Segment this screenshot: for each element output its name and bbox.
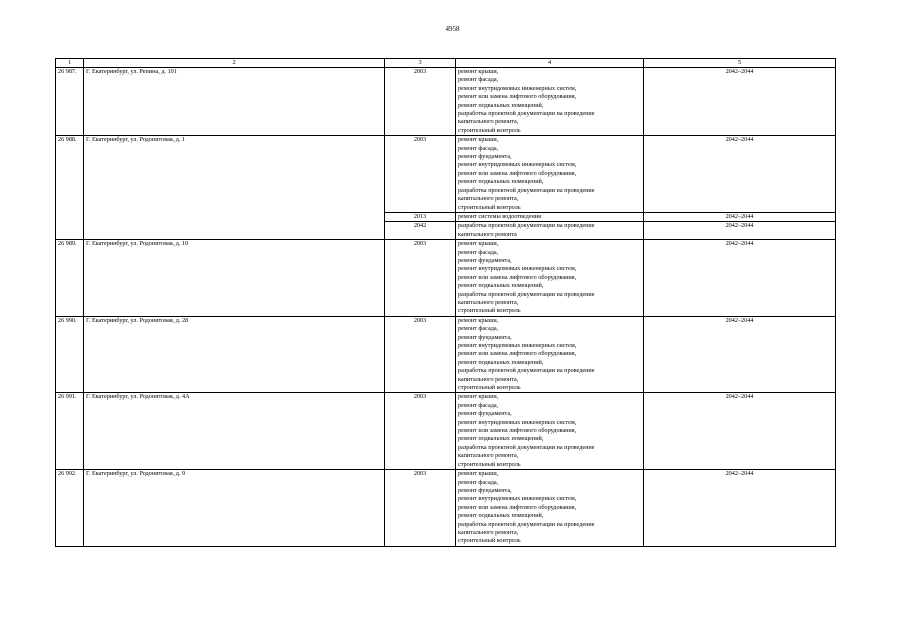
work-item: ремонт внутридомовых инженерных систем,: [458, 84, 577, 92]
works-list: [456, 136, 644, 213]
work-item: ремонт внутридомовых инженерных систем,: [458, 265, 577, 273]
table-row: [56, 470, 836, 547]
work-item: ремонт или замена лифтового оборудования,: [458, 350, 577, 358]
record-number: 26 991.: [56, 393, 84, 470]
commissioning-year: 2003: [385, 240, 456, 317]
record-address: Г. Екатеринбург, ул. Родонитовая, д. 10: [84, 240, 385, 317]
commissioning-year: 2003: [385, 393, 456, 470]
work-item: строительный контроль: [458, 126, 521, 134]
work-item: ремонт подвальных помещений,: [458, 512, 544, 520]
header-col-2: 2: [84, 59, 385, 68]
work-item: разработка проектной документации на проведение: [458, 520, 595, 528]
planned-period: 2042–2044: [644, 68, 836, 136]
work-item: ремонт крыши,: [458, 470, 499, 478]
work-item: ремонт подвальных помещений,: [458, 435, 544, 443]
header-row: [56, 59, 836, 68]
repair-schedule-table: [55, 58, 836, 547]
commissioning-year: 2003: [385, 136, 456, 213]
table-body: [56, 68, 836, 547]
planned-period: 2042–2044: [644, 222, 836, 240]
header-col-4: 4: [456, 59, 644, 68]
work-item: ремонт фасада,: [458, 248, 499, 256]
work-item: разработка проектной документации на проведение: [458, 367, 595, 375]
works-list: [456, 212, 644, 221]
work-item: ремонт внутридомовых инженерных систем,: [458, 342, 577, 349]
work-item: ремонт внутридомовых инженерных систем,: [458, 161, 577, 169]
work-item: ремонт или замена лифтового оборудования,: [458, 93, 577, 101]
work-item: разработка проектной документации на проведение: [458, 186, 595, 194]
works-list: [456, 222, 644, 240]
work-item: строительный контроль: [458, 203, 521, 211]
record-number: 26 990.: [56, 316, 84, 393]
header-col-5: 5: [644, 59, 836, 68]
work-item: разработка проектной документации на проведение: [458, 110, 595, 118]
table-row: [56, 68, 836, 136]
works-list: [456, 470, 644, 547]
record-address: Г. Екатеринбург, ул. Родонитовая, д. 1: [84, 136, 385, 240]
work-item: ремонт подвальных помещений,: [458, 282, 544, 290]
work-item: ремонт крыши,: [458, 136, 499, 144]
planned-period: 2042–2044: [644, 136, 836, 213]
work-item: строительный контроль: [458, 384, 521, 392]
work-item: капитального ремонта,: [458, 298, 519, 306]
work-item: ремонт фасада,: [458, 76, 499, 84]
work-item: ремонт фасада,: [458, 144, 499, 152]
table-row: [56, 240, 836, 317]
work-item: ремонт подвальных помещений,: [458, 101, 544, 109]
work-item: капитального ремонта,: [458, 195, 519, 203]
work-item: строительный контроль: [458, 460, 521, 468]
work-item: строительный контроль: [458, 537, 521, 545]
work-item: разработка проектной документации на проведение: [458, 290, 595, 298]
table-row: [56, 316, 836, 393]
table-row: [56, 393, 836, 470]
work-item: ремонт или замена лифтового оборудования,: [458, 427, 577, 435]
work-item: ремонт фундамента,: [458, 410, 512, 418]
commissioning-year: 2013: [385, 212, 456, 221]
record-number: 26 992.: [56, 470, 84, 547]
work-item: ремонт фундамента,: [458, 153, 512, 161]
work-item: ремонт подвальных помещений,: [458, 358, 544, 366]
header-col-1: 1: [56, 59, 84, 68]
record-number: 26 988.: [56, 136, 84, 240]
work-item: ремонт внутридомовых инженерных систем,: [458, 495, 577, 503]
work-item: ремонт фасада,: [458, 325, 499, 333]
table-row: [56, 136, 836, 213]
record-address: Г. Екатеринбург, ул. Репина, д. 101: [84, 68, 385, 136]
work-item: ремонт системы водоотведения: [458, 212, 541, 220]
work-item: строительный контроль: [458, 307, 521, 315]
work-item: ремонт фундамента,: [458, 333, 512, 341]
commissioning-year: 2042: [385, 222, 456, 240]
work-item: капитального ремонта: [458, 230, 517, 238]
planned-period: 2042–2044: [644, 212, 836, 221]
work-item: ремонт или замена лифтового оборудования,: [458, 503, 577, 511]
work-item: ремонт фундамента,: [458, 486, 512, 494]
planned-period: 2042–2044: [644, 240, 836, 317]
header-col-3: 3: [385, 59, 456, 68]
work-item: ремонт или замена лифтового оборудования,: [458, 169, 577, 177]
planned-period: 2042–2044: [644, 316, 836, 393]
work-item: разработка проектной документации на проведение: [458, 222, 595, 230]
commissioning-year: 2003: [385, 316, 456, 393]
works-list: [456, 393, 644, 470]
works-list: [456, 68, 644, 136]
planned-period: 2042–2044: [644, 393, 836, 470]
works-list: [456, 316, 644, 393]
work-item: ремонт или замена лифтового оборудования,: [458, 273, 577, 281]
work-item: разработка проектной документации на проведение: [458, 443, 595, 451]
work-item: ремонт фундамента,: [458, 256, 512, 264]
work-item: ремонт крыши,: [458, 240, 499, 248]
record-number: 26 987.: [56, 68, 84, 136]
work-item: капитального ремонта,: [458, 528, 519, 536]
planned-period: 2042–2044: [644, 470, 836, 547]
page-number: 4958: [445, 25, 460, 33]
work-item: ремонт подвальных помещений,: [458, 178, 544, 186]
work-item: ремонт фасада,: [458, 401, 499, 409]
record-number: 26 989.: [56, 240, 84, 317]
work-item: ремонт фасада,: [458, 478, 499, 486]
work-item: ремонт внутридомовых инженерных систем,: [458, 418, 577, 426]
record-address: Г. Екатеринбург, ул. Родонитовая, д. 9: [84, 470, 385, 547]
record-address: Г. Екатеринбург, ул. Родонитовая, д. 4А: [84, 393, 385, 470]
work-item: капитального ремонта,: [458, 375, 519, 383]
work-item: ремонт крыши,: [458, 68, 499, 75]
commissioning-year: 2003: [385, 68, 456, 136]
work-item: капитального ремонта,: [458, 118, 519, 126]
record-address: Г. Екатеринбург, ул. Родонитовая, д. 28: [84, 316, 385, 393]
work-item: капитального ремонта,: [458, 452, 519, 460]
work-item: ремонт крыши,: [458, 393, 499, 401]
work-item: ремонт крыши,: [458, 316, 499, 324]
commissioning-year: 2003: [385, 470, 456, 547]
works-list: [456, 240, 644, 317]
